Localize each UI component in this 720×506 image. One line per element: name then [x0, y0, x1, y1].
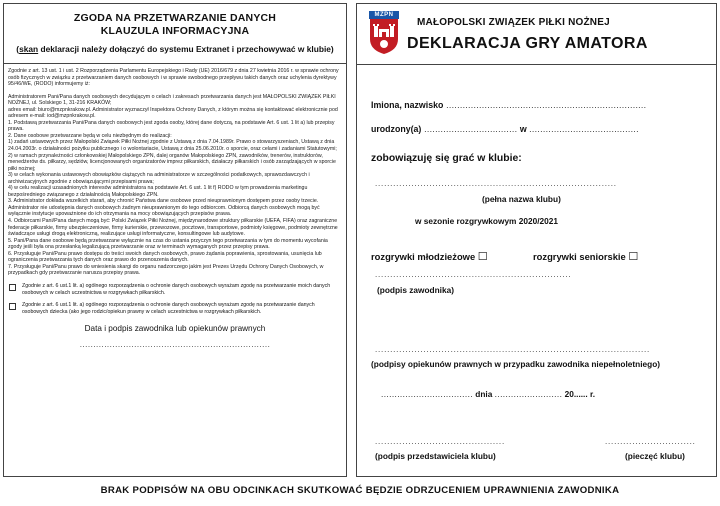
date-year: 20...... r. — [562, 389, 596, 399]
date-day-line: ......................... — [494, 389, 563, 399]
club-name-line[interactable]: ................................................................................ — [375, 179, 617, 188]
commitment-text: zobowiązuję się grać w klubie: — [371, 153, 522, 164]
association-name: MAŁOPOLSKI ZWIĄZEK PIŁKI NOŻNEJ — [417, 17, 610, 28]
guardian-signature-caption: (podpisy opiekunów prawnych w przypadku zawodnika niepełnoletniego) — [371, 359, 661, 369]
birth-field[interactable] — [371, 124, 639, 134]
birth-label: urodzony(a) — [371, 124, 422, 134]
clause-paragraph: 5. Pani/Pana dane osobowe będą przetwarzane wyłącznie na czas do ustania przyczyn tego przetwarzania w tym do momentu wycofania zgody jeśli była ona przesłanką legalizującą przetwarzanie oraz w terminach wymaganych przez przepisy prawa. — [8, 237, 328, 251]
club-rep-signature-line[interactable]: ........................................... — [375, 437, 505, 446]
date-place-line: .................................. — [381, 389, 473, 399]
clause-paragraph: 1) zadań ustawowych przez Małopolski Związek Piłki Nożnej zgodnie z Ustawą z dnia 7.04.1989r. Prawo o stowarzyszeniach, Ustawą z dnia 24.04.2003r. o działalności pożytku publicznego i o wolontariacie, Ustawą z dnia 25.06.2010r. o sporcie, oraz celami i zadaniami Statutowymi; — [8, 139, 337, 153]
birth-date-line: .................................. — [421, 124, 518, 134]
consent-panel — [3, 3, 347, 477]
consent-child-checkbox[interactable] — [9, 303, 16, 310]
clause-paragraph: Administratorem Pani/Pana danych osobowych decydującym o celach i zakresach przetwarzania danych jest MAŁOPOLSKI ZWIĄZEK PIŁKI NOŻNEJ, ul. Solskiego 1, 31-216 KRAKÓW; — [8, 93, 336, 107]
consent-title: ZGODA NA PRZETWARZANIE DANYCH — [73, 12, 277, 24]
clause-paragraph: 6. Przysługuje Pani/Panu prawo dostępu do treści swoich danych osobowych, prawo żądania poprawienia, sprostowania, usunięcia lub ograniczenia przetwarzania tych danych oraz prawo do przenoszenia danych. — [8, 250, 322, 264]
declaration-panel — [356, 3, 717, 477]
birth-place-line: ........................................ — [529, 124, 639, 134]
footer-warning: BRAK PODPISÓW NA OBU ODCINKACH SKUTKOWAĆ BĘDZIE ODRZUCENIEM UPRAWNIENIA ZAWODNIKA — [100, 485, 620, 496]
club-stamp-caption: (pieczęć klubu) — [625, 451, 685, 461]
season-text: w sezonie rozgrywkowym 2020/2021 — [415, 216, 558, 226]
youth-label: rozgrywki młodzieżowe — [371, 251, 476, 262]
date-field[interactable] — [381, 389, 595, 399]
consent-own-checkbox[interactable] — [9, 284, 16, 291]
club-stamp-line[interactable]: .............................. — [605, 437, 696, 446]
youth-option[interactable] — [371, 250, 488, 263]
consent-own-text: Zgodnie z art. 6 ust.1 lit. a) ogólnego rozporządzenia o ochronie danych osobowych wyrażam zgodę na przetwarzanie moich danych osobowych w celach uczestnictwa w rozgrywkach piłkarskich. — [22, 282, 331, 296]
mzpn-logo — [369, 11, 399, 55]
crest-icon — [369, 19, 399, 55]
consent-child-text: Zgodnie z art. 6 ust.1 lit. a) ogólnego rozporządzenia o ochronie danych osobowych wyrażam zgodę na przetwarzanie danych osobowych dziecka (ako jego rodzic/opiekun prawny w celach uczestnictwa w rozgrywkach piłkarskich. — [22, 302, 315, 315]
player-signature-caption: (podpis zawodnika) — [377, 285, 454, 295]
clause-paragraph: 2) w ramach przynależności członkowskiej Małopolskiego ZPN, dalej organów Małopolskiego ZPN, zawodników, trenerów, instruktorów, menedżerów ds. piłkarzy, sędziów, licencjonowanych organizatorów imprez piłkarskich, działaczy piłkarskich i osób zarządzających w sporcie piłki nożnej; — [8, 152, 336, 172]
declaration-title: DEKLARACJA GRY AMATORA — [407, 35, 648, 52]
clause-paragraph: Zgodnie z art. 13 ust. 1 i ust. 2 Rozporządzenia Parlamentu Europejskiego i Rady (UE) 2016/679 z dnia 27 kwietnia 2016 r. w sprawie ochrony osób fizycznych w związku z przetwarzaniem danych osobowych i w sprawie swobodnego przepływu takich danych oraz uchylenia dyrektywy 95/46/WE, (RODO) informujemy iż: — [8, 68, 339, 88]
youth-checkbox[interactable]: ☐ — [477, 251, 488, 263]
clause-paragraph: 1. Podstawą przetwarzania Pani/Pana danych osobowych jest zgoda osoby, której dane dotyczą, na podstawie Art. 6 ust. 1 lit a) lub przepisy prawa. — [8, 119, 335, 133]
name-label: Imiona, nazwisko — [371, 100, 444, 110]
mzpn-logo-text: MZPN — [369, 11, 399, 19]
consent-signature-label: Data i podpis zawodnika lub opiekunów prawnych — [84, 324, 266, 334]
clause-paragraph: 3. Administrator dokłada wszelkich starań, aby chronić Państwa dane osobowe przed nieuprawnionym dostępem przez osoby trzecie. Administrator nie udostępnia danych osobowych żadnym nieuprawnionym do tego odbiorcom. Odbiorcą danych osobowych mogą być wyłącznie instytucje upoważnione do ich otrzymania na mocy obowiązujących przepisów prawa. — [8, 198, 320, 218]
senior-option[interactable] — [533, 250, 638, 263]
clause-paragraph: adres email: biuro@mzpnkrakow.pl. Administrator wyznaczył Inspektora Ochrony Danych, z którym można się kontaktować elektronicznie pod adresem e-mail: iod@mzpnkrakow.pl. — [8, 106, 338, 120]
date-label: dnia — [472, 389, 495, 399]
birth-place-label: w — [517, 124, 530, 134]
senior-checkbox[interactable]: ☐ — [628, 251, 639, 263]
player-signature-line[interactable]: ................................................................. — [375, 270, 572, 279]
header-divider — [357, 64, 716, 65]
consent-signature-line[interactable]: ...................................................................... — [79, 340, 271, 350]
club-name-caption: (pełna nazwa klubu) — [482, 194, 561, 204]
clause-paragraph: 3) w celach wykonania ustawowych obowiązków ciążących na administratorze w szczególności podatkowych, sprawozdawczych i archiwizacyjnych zgodnie z obowiązującymi przepisami prawa; — [8, 172, 310, 185]
club-rep-caption: (podpis przedstawiciela klubu) — [375, 451, 496, 461]
consent-child-data — [4, 302, 346, 315]
name-field[interactable] — [371, 100, 646, 110]
clause-paragraph: 7. Przysługuje Pani/Panu prawo do wniesienia skargi do organu nadzorczego jakim jest Prezes Urzędu Ochrony Danych Osobowych, w przypadkach gdy przetwarzanie narusza przepisy prawa. — [8, 263, 324, 277]
guardian-signature-line[interactable]: ........................................................................................... — [375, 345, 651, 354]
name-line: ......................................................................... — [443, 100, 647, 110]
clause-paragraph: 4. Odbiorcami Pani/Pana danych mogą być: Polski Związek Piłki Nożnej, międzynarodowe struktury piłkarskie (UEFA, FIFA) oraz zagraniczne federacje piłkarskie, firmy ubezpieczeniowe, firmy kurierskie, przewozowe, pocztowe, transportowe, podmioty księgowe, podmioty zewnętrzne świadczące usługi drogą elektroniczną, realizujące usługi informatyczne, konsultingowe lub audytowe. — [8, 218, 338, 238]
consent-header — [4, 4, 346, 64]
consent-subtitle: KLAUZULA INFORMACYJNA — [100, 25, 250, 37]
clause-paragraph: 2. Dane osobowe przetwarzane będą w celu niezbędnym do realizacji: — [8, 132, 172, 139]
information-clause — [4, 64, 346, 277]
clause-paragraph: 4) w celu realizacji uzasadnionych interesów administratora na podstawie Art. 6 ust. 1 lit f) RODO w tym prowadzenia marketingu bezpośredniego związanego z działalnością Małopolskiego ZPN. — [8, 185, 308, 198]
consent-own-data — [4, 283, 346, 296]
consent-note: (skan deklaracji należy dołączyć do systemu Extranet i przechowywać w klubie) — [16, 44, 334, 54]
senior-label: rozgrywki seniorskie — [533, 251, 626, 262]
